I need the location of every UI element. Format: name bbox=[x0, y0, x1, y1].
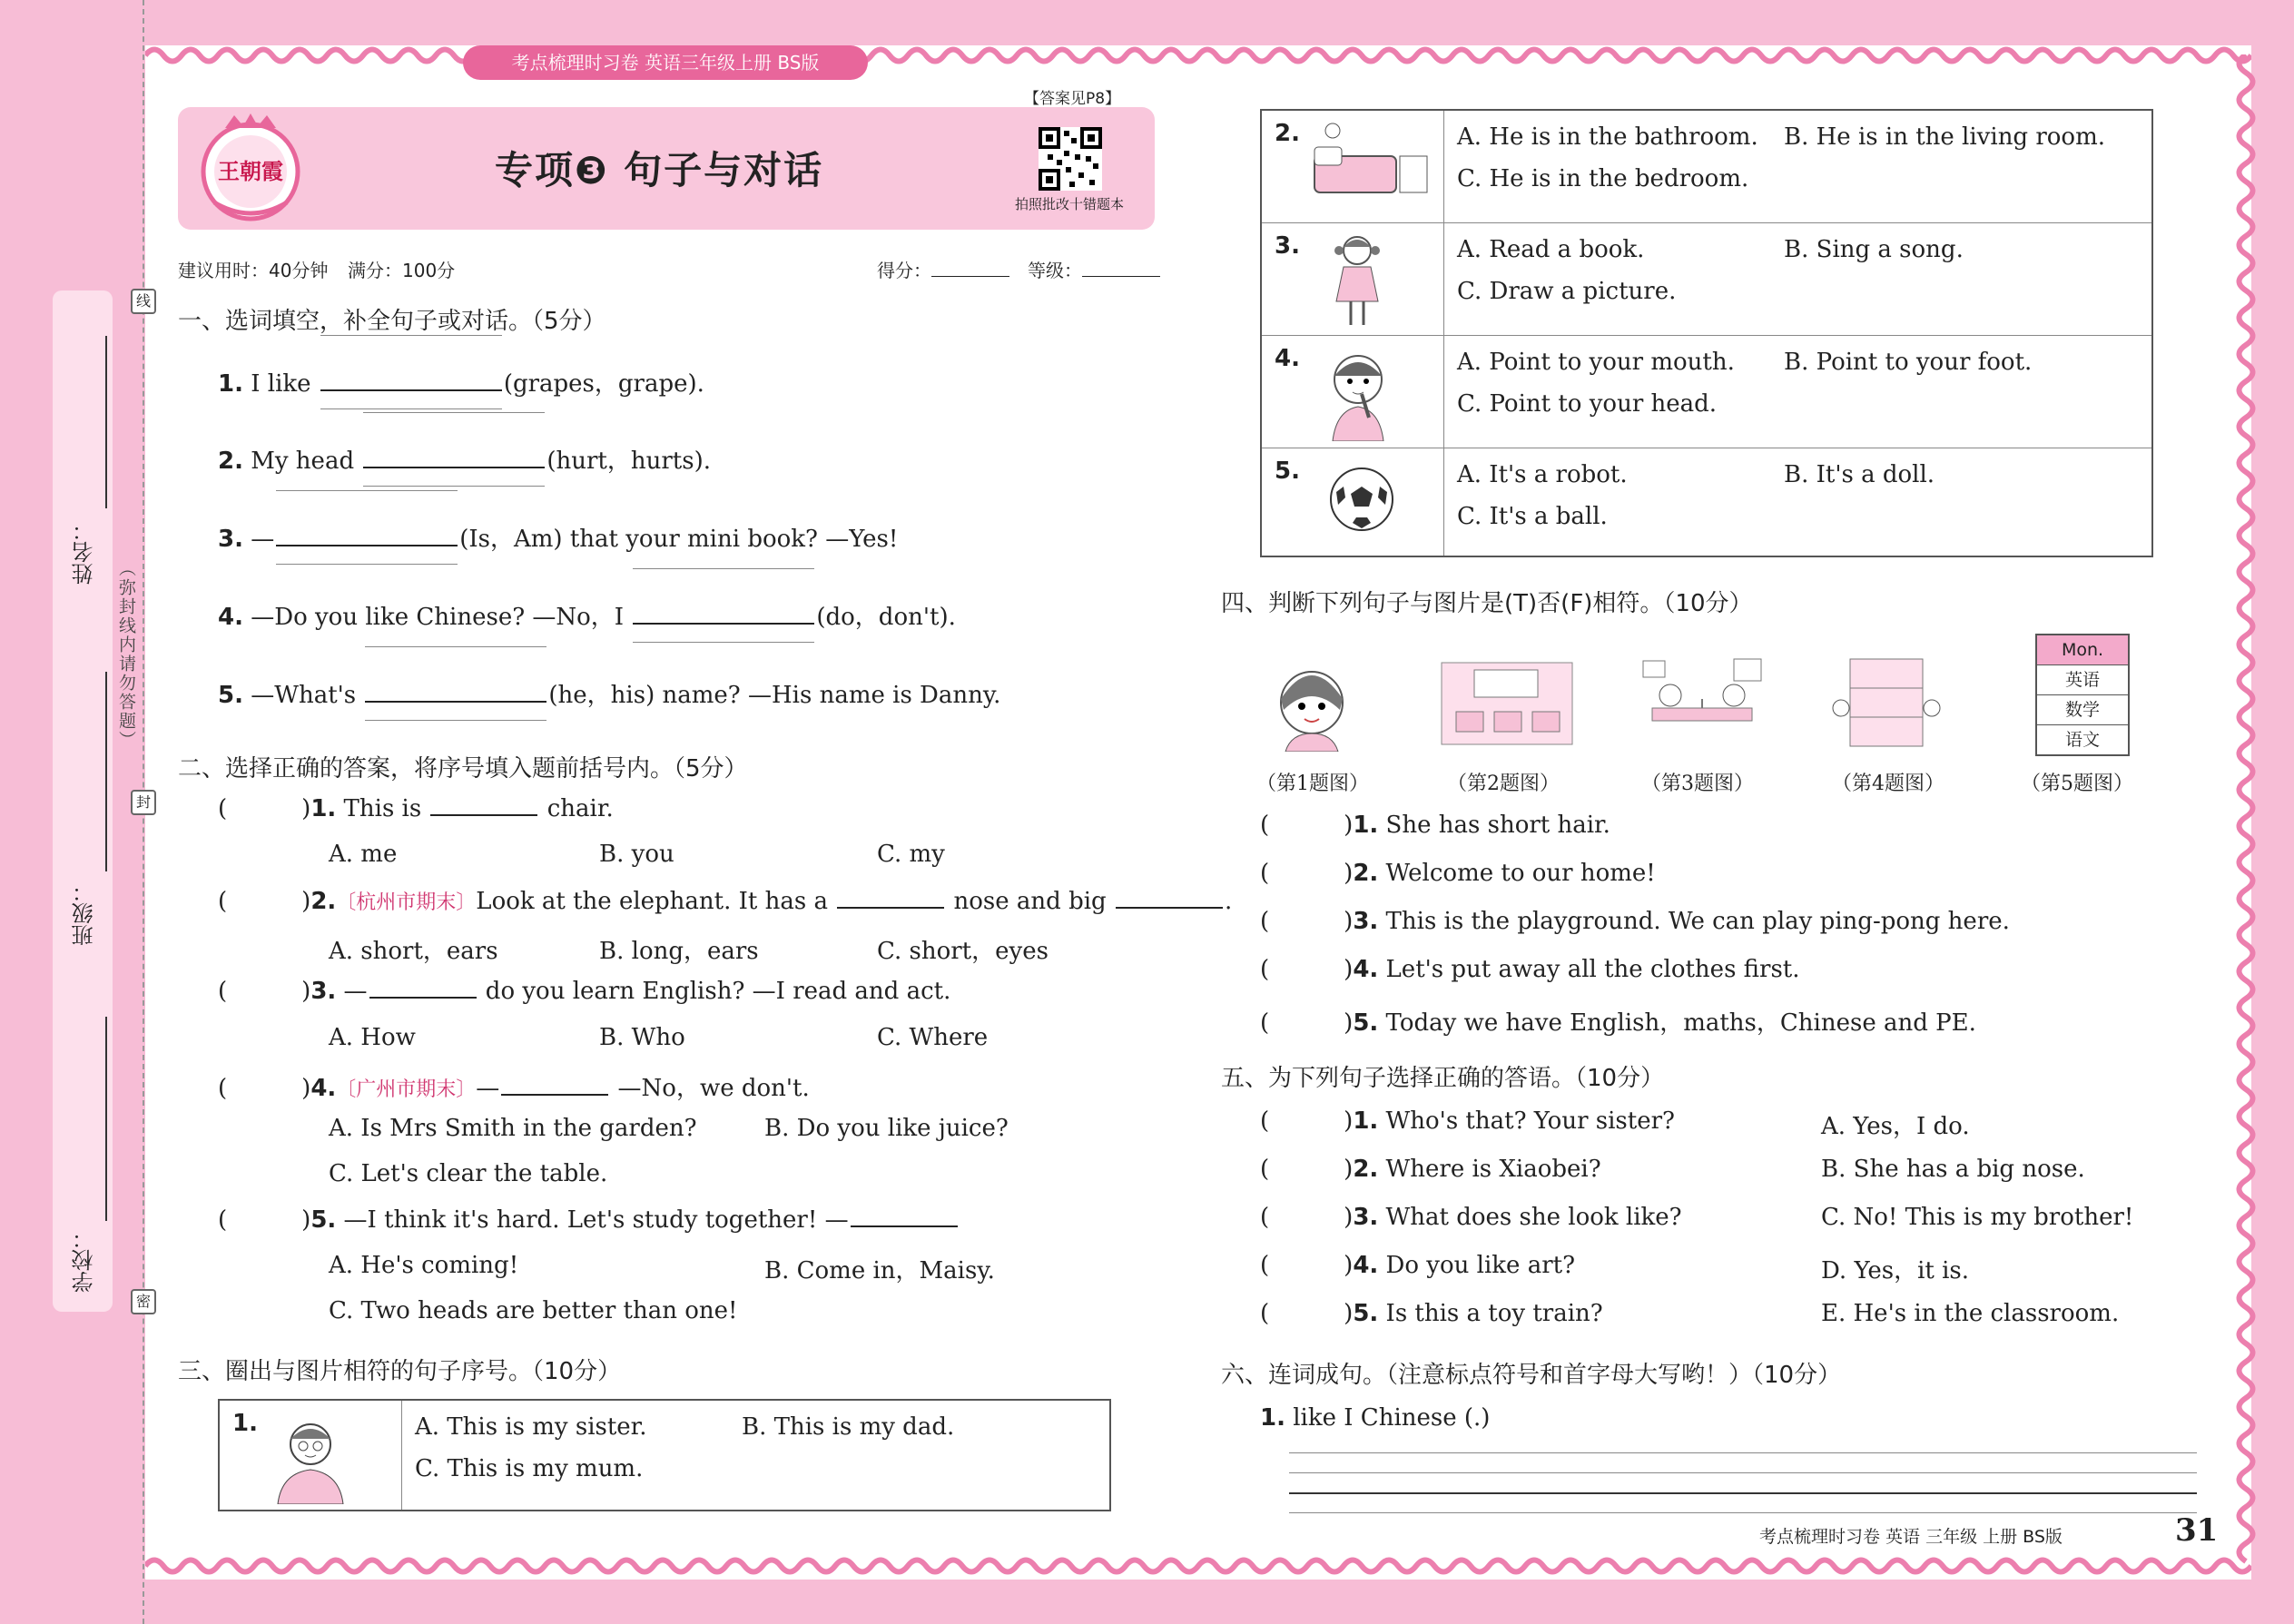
s2-q2-option-b: B. long，ears bbox=[599, 938, 759, 965]
caption-1: （第1题图） bbox=[1256, 773, 1369, 795]
s2-q1-option-c: C. my bbox=[877, 841, 945, 868]
s3-q3-option-a[interactable]: A. Read a book. bbox=[1457, 235, 1645, 263]
s2-q1-option-a: A. me bbox=[329, 841, 398, 868]
s2-q2-option-a: A. short，ears bbox=[329, 938, 498, 965]
s5-question-3: ( )3. What does she look like? bbox=[1260, 1204, 1682, 1231]
schedule-subject: 数学 bbox=[2037, 694, 2128, 724]
s3-q2-option-b[interactable]: B. He is in the living room. bbox=[1784, 123, 2105, 151]
s3-q4-option-a[interactable]: A. Point to your mouth. bbox=[1457, 348, 1735, 376]
s4-question-3: ( )3. This is the playground. We can play ping-pong here. bbox=[1260, 908, 2010, 935]
s1-question-3: 3. — (Is，Am) that your mini book? —Yes! bbox=[218, 520, 898, 554]
s2-q4-option-a: A. Is Mrs Smith in the garden? bbox=[329, 1115, 697, 1142]
s2-q1-option-b: B. you bbox=[599, 841, 674, 868]
s1-q4-blank[interactable] bbox=[633, 599, 814, 625]
s2-q2-option-c: C. short，eyes bbox=[877, 938, 1049, 965]
s3-items-2-5: 2. A. He is in the bathroom. B. He is in the living room. C. He is in the bedroom. 3. A. Read a book. B. Sing a song. C. Draw a picture. 4. A. Point to your mouth. B. Point to your foot. C. Point to your head. 5. A. It's a robot. B. It's a doll. C. It's a ball. bbox=[1260, 109, 2153, 557]
s5-question-2: ( )2. Where is Xiaobei? bbox=[1260, 1156, 1601, 1183]
s4-question-2: ( )2. Welcome to our home! bbox=[1260, 860, 1656, 887]
classroom-picture bbox=[1438, 657, 1576, 748]
schedule-subject: 英语 bbox=[2037, 664, 2128, 694]
s2-q3-option-a: A. How bbox=[329, 1024, 416, 1051]
top-wave-border bbox=[145, 44, 2251, 67]
score-label: 得分： bbox=[877, 260, 931, 281]
page-number: 31 bbox=[2175, 1512, 2219, 1549]
s5-answer-d: D. Yes，it is. bbox=[1821, 1257, 1970, 1284]
s2-q3-option-c: C. Where bbox=[877, 1024, 989, 1051]
binding-strip bbox=[53, 290, 113, 1312]
s5-question-4: ( )4. Do you like art? bbox=[1260, 1252, 1576, 1279]
brand-logo bbox=[198, 112, 303, 224]
s2-question-5: ( )5. —I think it's hard. Let's study together! — bbox=[218, 1206, 960, 1234]
soccer-ball-picture bbox=[1327, 465, 1396, 534]
caption-3: （第3题图） bbox=[1641, 773, 1754, 795]
s2-question-3: ( )3. — do you learn English? —I read and act. bbox=[218, 978, 951, 1005]
s4-question-5: ( )5. Today we have English，maths，Chinese and PE. bbox=[1260, 1009, 1976, 1037]
writing-line[interactable] bbox=[1289, 1492, 2197, 1494]
full-score: 满分：100分 bbox=[348, 260, 456, 281]
s2-question-1: ( )1. This is chair. bbox=[218, 795, 614, 822]
name-label: 姓名： bbox=[72, 519, 97, 585]
s5-answer-e: E. He's in the classroom. bbox=[1821, 1300, 2120, 1327]
s1-q3-blank[interactable] bbox=[276, 521, 458, 546]
s3-q4-option-c[interactable]: C. Point to your head. bbox=[1457, 389, 1718, 418]
s3-q5-option-b[interactable]: B. It's a doll. bbox=[1784, 460, 1935, 488]
qr-caption: 拍照批改十错题本 bbox=[1015, 196, 1125, 212]
dad-picture bbox=[265, 1413, 356, 1504]
s3-q2-option-c[interactable]: C. He is in the bedroom. bbox=[1457, 165, 1749, 192]
s3-q3-option-b[interactable]: B. Sing a song. bbox=[1784, 235, 1964, 263]
s5-question-5: ( )5. Is this a toy train? bbox=[1260, 1300, 1603, 1327]
s4-question-1: ( )1. She has short hair. bbox=[1260, 812, 1610, 839]
s5-answer-a: A. Yes，I do. bbox=[1821, 1113, 1970, 1140]
grade-field[interactable] bbox=[1028, 256, 1160, 282]
short-hair-girl-picture bbox=[1271, 655, 1353, 752]
writing-line[interactable] bbox=[1289, 1472, 2197, 1473]
s1-question-1: 1. I like (grapes，grape). bbox=[218, 365, 704, 399]
name-field[interactable] bbox=[105, 336, 107, 508]
s1-question-4: 4. —Do you like Chinese? —No，I (do，don't). bbox=[218, 598, 956, 632]
schedule-subject: 语文 bbox=[2037, 724, 2128, 754]
caption-5: （第5题图） bbox=[2021, 773, 2133, 795]
caption-4: （第4题图） bbox=[1832, 773, 1944, 795]
s3-q5-option-a[interactable]: A. It's a robot. bbox=[1457, 460, 1628, 488]
s2-question-2: ( )2.〔杭州市期末〕Look at the elephant. It has a nose and big . bbox=[218, 888, 1233, 915]
s3-item-1: 1. A. This is my sister. B. This is my dad. C. This is my mum. bbox=[218, 1399, 1111, 1511]
binding-note: （弥封线内请勿答题） bbox=[116, 559, 136, 750]
writing-line[interactable] bbox=[1289, 1512, 2197, 1513]
s2-q3-option-b: B. Who bbox=[599, 1024, 685, 1051]
s5-answer-c: C. No! This is my brother! bbox=[1821, 1204, 2134, 1231]
pointing-boy-picture bbox=[1322, 345, 1394, 441]
s3-q5-option-c[interactable]: C. It's a ball. bbox=[1457, 502, 1608, 530]
section-5-title: 五、为下列句子选择正确的答语。（10分） bbox=[1221, 1065, 1665, 1092]
line-mark: 线 bbox=[131, 289, 156, 314]
s3-q1-option-b[interactable]: B. This is my dad. bbox=[742, 1413, 955, 1441]
s2-q5-option-b: B. Come in，Maisy. bbox=[764, 1257, 995, 1284]
section-3-title: 三、圈出与图片相符的句子序号。（10分） bbox=[178, 1358, 622, 1385]
school-field[interactable] bbox=[105, 1017, 107, 1221]
s5-answer-b: B. She has a big nose. bbox=[1821, 1156, 2085, 1183]
bottom-wave-border bbox=[145, 1554, 2251, 1578]
qr-code-icon[interactable] bbox=[1039, 127, 1102, 191]
series-banner: 考点梳理时习卷 英语三年级上册 BS版 bbox=[463, 45, 868, 80]
s5-question-1: ( )1. Who's that? Your sister? bbox=[1260, 1107, 1675, 1135]
s2-q5-option-a: A. He's coming! bbox=[329, 1252, 519, 1279]
writing-line[interactable] bbox=[1289, 1452, 2197, 1453]
right-wave-border bbox=[2232, 54, 2260, 1570]
footer-text: 考点梳理时习卷 英语 三年级 上册 BS版 bbox=[1759, 1527, 2063, 1547]
s3-q3-option-c[interactable]: C. Draw a picture. bbox=[1457, 277, 1677, 305]
school-label: 学校： bbox=[72, 1227, 97, 1293]
s1-question-5: 5. —What's (he，his) name? —His name is Danny. bbox=[218, 676, 1000, 710]
s2-q4-option-c: C. Let's clear the table. bbox=[329, 1160, 608, 1187]
singing-girl-picture bbox=[1325, 231, 1389, 330]
answer-reference: 【答案见P8】 bbox=[1024, 90, 1121, 108]
schedule-picture bbox=[2035, 634, 2130, 756]
class-label: 班级： bbox=[72, 881, 97, 946]
s3-q1-option-c[interactable]: C. This is my mum. bbox=[415, 1455, 644, 1482]
s1-q2-blank[interactable] bbox=[363, 443, 545, 468]
section-6-title: 六、连词成句。（注意标点符号和首字母大写哟！）（10分） bbox=[1221, 1362, 1842, 1389]
secret-mark: 密 bbox=[131, 1289, 156, 1314]
s1-q5-blank[interactable] bbox=[365, 677, 546, 703]
bookshelf-picture bbox=[1832, 655, 1941, 750]
section-2-title: 二、选择正确的答案，将序号填入题前括号内。（5分） bbox=[178, 755, 748, 782]
svg-text:王朝霞: 王朝霞 bbox=[218, 158, 283, 184]
score-field[interactable] bbox=[877, 256, 1009, 282]
s1-question-2: 2. My head (hurt，hurts). bbox=[218, 442, 711, 476]
s6-question-1: 1. like I Chinese (.) bbox=[1260, 1404, 1491, 1432]
section-4-title: 四、判断下列句子与图片是(T)否(F)相符。（10分） bbox=[1221, 590, 1753, 617]
bedroom-picture bbox=[1305, 120, 1433, 211]
class-field[interactable] bbox=[105, 672, 107, 871]
schedule-day: Mon. bbox=[2037, 635, 2128, 664]
page-title: 专项❸ 句子与对话 bbox=[495, 148, 824, 192]
s4-question-4: ( )4. Let's put away all the clothes first. bbox=[1260, 956, 1800, 983]
caption-2: （第2题图） bbox=[1447, 773, 1560, 795]
s3-q4-option-b[interactable]: B. Point to your foot. bbox=[1784, 348, 2033, 376]
grade-label: 等级： bbox=[1028, 260, 1082, 281]
pingpong-home-picture bbox=[1634, 654, 1770, 750]
s1-q1-blank[interactable] bbox=[320, 366, 502, 391]
s3-q1-option-a[interactable]: A. This is my sister. bbox=[415, 1413, 647, 1441]
s2-q4-option-b: B. Do you like juice? bbox=[764, 1115, 1009, 1142]
section-1-title: 一、选词填空，补全句子或对话。（5分） bbox=[178, 308, 606, 335]
suggested-time: 建议用时：40分钟 bbox=[178, 260, 329, 281]
s2-question-4: ( )4.〔广州市期末〕— —No，we don't. bbox=[218, 1075, 810, 1102]
s3-q2-option-a[interactable]: A. He is in the bathroom. bbox=[1457, 123, 1758, 151]
s2-q5-option-c: C. Two heads are better than one! bbox=[329, 1297, 738, 1324]
seal-mark: 封 bbox=[131, 790, 156, 815]
